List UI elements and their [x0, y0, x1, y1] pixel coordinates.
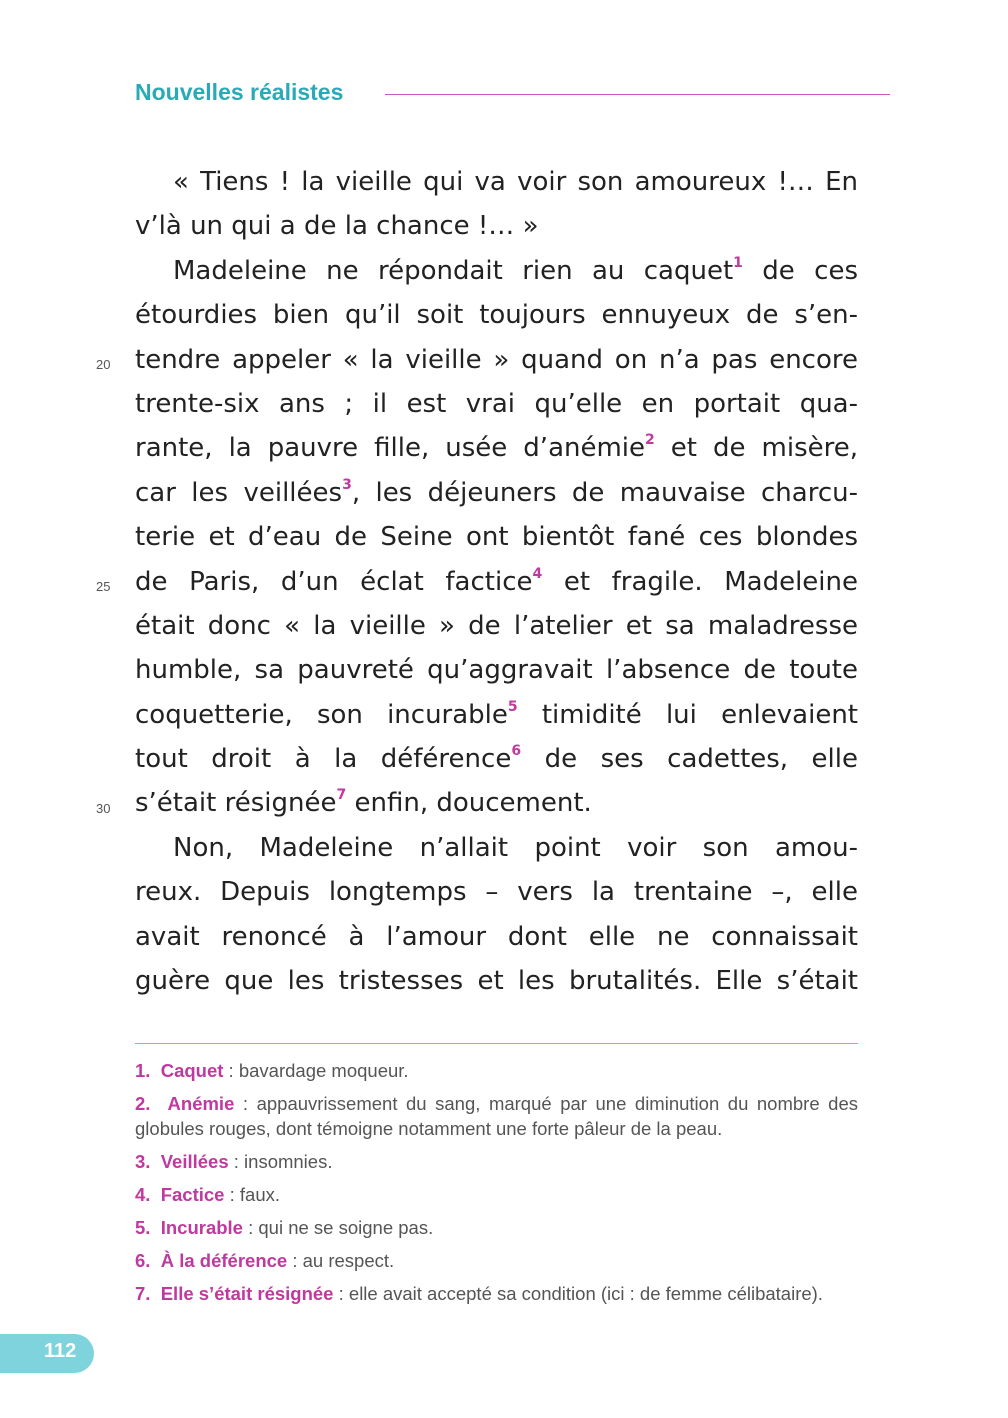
- footnote-ref: 6: [511, 743, 522, 760]
- footnote: 6. À la déférence : au respect.: [135, 1250, 395, 1271]
- header-rule: [385, 94, 890, 95]
- line-number: 30: [96, 801, 111, 816]
- text-line: étourdies bien qu’il soit toujours ennuyeux de s’en-: [135, 300, 858, 331]
- text-line: tendre appeler « la vieille » quand on n’a pas encore: [135, 344, 858, 375]
- footnote-ref: 4: [532, 565, 543, 582]
- footnote-ref: 5: [507, 698, 518, 715]
- main-text: [135, 160, 858, 1003]
- text-line: s’était résignée$^7$ enfin, doucement.: [135, 787, 592, 819]
- text-line: avait renoncé à l’amour dont elle ne connaissait: [135, 921, 858, 952]
- running-header-title: Nouvelles réalistes: [135, 79, 344, 105]
- text-line: était donc « la vieille » de l’atelier et sa maladresse: [135, 610, 858, 641]
- text-line: reux. Depuis longtemps – vers la trentaine –, elle: [135, 877, 858, 908]
- footnote: 5. Incurable : qui ne se soigne pas.: [135, 1217, 434, 1238]
- text-line: coquetterie, son incurable$^5$ timidité lui enlevaient: [135, 698, 858, 730]
- text-line: Madeleine ne répondait rien au caquet$^1$ de ces: [173, 254, 858, 286]
- text-line: trente-six ans ; il est vrai qu’elle en portait qua-: [135, 388, 858, 419]
- line-number: 20: [96, 357, 111, 372]
- text-line: guère que les tristesses et les brutalités. Elle s’était: [135, 966, 858, 997]
- footnote: 4. Factice : faux.: [135, 1184, 281, 1205]
- footnote-ref: 2: [645, 432, 655, 449]
- page-number: 112: [44, 1340, 77, 1362]
- footnote-ref: 1: [733, 254, 743, 271]
- text-line: de Paris, d’un éclat factice$^4$ et fragile. Madeleine: [135, 565, 858, 597]
- footnote: 2. Anémie : appauvrissement du sang, marqué par une diminution du nombre des globules rouges, dont témoigne notamment une forte pâleur de la peau.: [135, 1093, 858, 1139]
- footnote: 3. Veillées : insomnies.: [135, 1151, 333, 1172]
- footnote-ref: 3: [342, 476, 352, 493]
- text-line: Non, Madeleine n’allait point voir son amou-: [173, 832, 858, 863]
- running-header: [135, 76, 890, 112]
- footnotes: [135, 1058, 858, 1314]
- text-line: humble, sa pauvreté qu’aggravait l’absence de toute: [135, 655, 858, 686]
- text-line: tout droit à la déférence$^6$ de ses cadettes, elle: [135, 743, 859, 775]
- footnotes-rule: [135, 1043, 858, 1044]
- footnote: 1. Caquet : bavardage moqueur.: [135, 1060, 409, 1081]
- line-number: 25: [96, 579, 111, 594]
- text-line: car les veillées$^3$, les déjeuners de mauvaise charcu-: [135, 476, 858, 508]
- text-line: rante, la pauvre fille, usée d’anémie$^2$ et de misère,: [135, 432, 858, 464]
- text-line: « Tiens ! la vieille qui va voir son amoureux !… En: [173, 167, 858, 197]
- text-line: terie et d’eau de Seine ont bientôt fané ces blondes: [135, 522, 858, 553]
- page-number-tab: [0, 1334, 94, 1373]
- footnote-ref: 7: [336, 787, 347, 804]
- text-line: v’là un qui a de la chance !… »: [135, 211, 539, 242]
- footnote: 7. Elle s’était résignée : elle avait accepté sa condition (ici : de femme célibataire).: [135, 1283, 823, 1304]
